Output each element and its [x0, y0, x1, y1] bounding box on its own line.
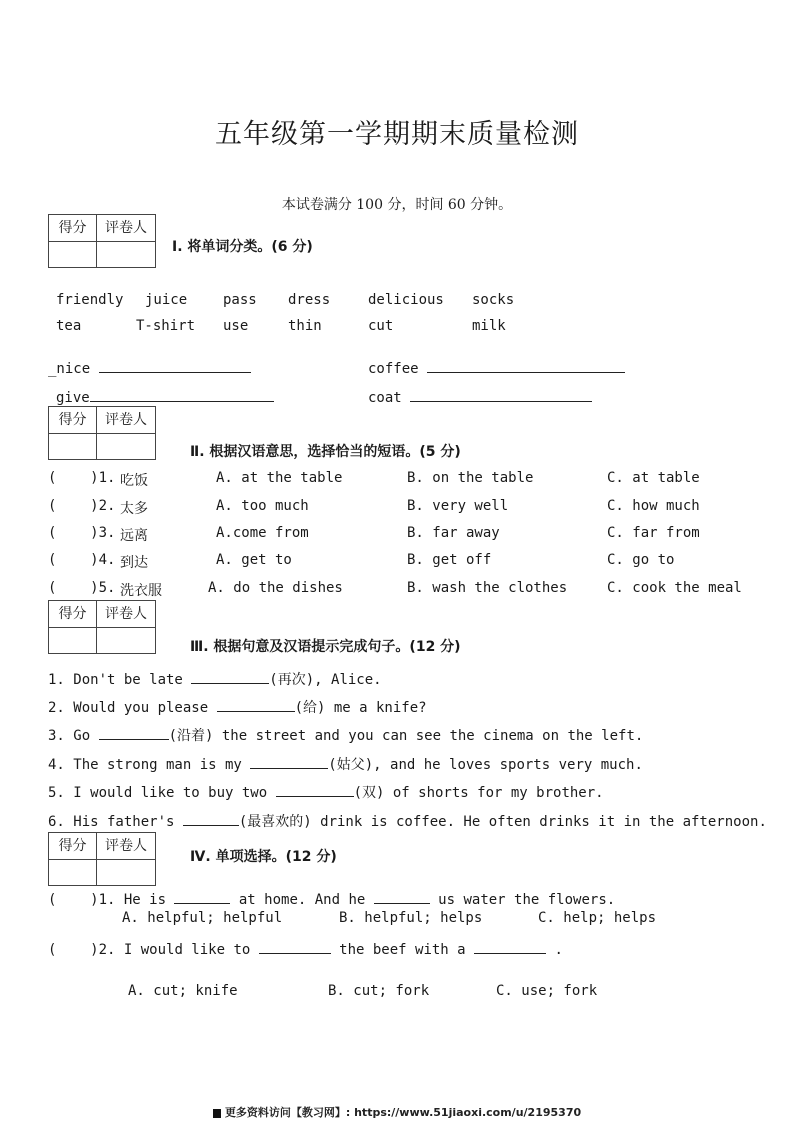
category-label: coffee	[368, 361, 419, 377]
sentence-start: 1. Don't be late	[48, 672, 192, 688]
option-a: A. helpful; helpful	[122, 910, 283, 926]
answer-blank[interactable]	[259, 939, 331, 954]
word: tea	[56, 318, 82, 334]
question-text-start: He is	[123, 892, 175, 908]
answer-blank[interactable]	[250, 754, 328, 769]
option-c: C. at table	[607, 470, 700, 486]
question-number[interactable]: ( )3.	[48, 525, 116, 541]
question-text-mid: the beef with a	[330, 942, 475, 958]
grader-cell[interactable]	[97, 860, 155, 886]
grader-label: 评卷人	[97, 833, 155, 860]
flag-icon	[213, 1109, 221, 1118]
word: dress	[288, 292, 331, 308]
sentence-item	[48, 669, 382, 689]
footer-link[interactable]	[0, 1104, 794, 1120]
question-chinese: 洗衣服	[120, 583, 162, 599]
section-2-title: Ⅱ. 根据汉语意思，选择恰当的短语。(5 分)	[190, 444, 461, 460]
sentence-start: 4. The strong man is my	[48, 757, 251, 773]
answer-blank[interactable]	[276, 782, 354, 797]
sentence-end: (沿着) the street and you can see the cinema on the left.	[168, 728, 644, 744]
grader-label: 评卷人	[97, 601, 155, 628]
answer-blank[interactable]	[174, 889, 230, 904]
category-label: give	[56, 390, 90, 406]
score-label: 得分	[49, 833, 97, 860]
grader-label: 评卷人	[97, 215, 155, 242]
score-box-3	[48, 600, 156, 654]
word: pass	[223, 292, 257, 308]
sentence-item	[48, 725, 643, 745]
option-b: B. get off	[407, 552, 492, 568]
question-number[interactable]: ( )2.	[48, 942, 116, 958]
score-cell[interactable]	[49, 860, 97, 886]
option-c: C. go to	[607, 552, 675, 568]
option-c: C. help; helps	[538, 910, 657, 926]
score-cell[interactable]	[49, 628, 97, 654]
answer-blank[interactable]	[217, 697, 295, 712]
option-b: B. cut; fork	[328, 983, 430, 999]
sentence-item	[48, 811, 767, 831]
question-chinese: 到达	[120, 555, 148, 571]
score-label: 得分	[49, 407, 97, 434]
question-text-start: I would like to	[123, 942, 259, 958]
score-box-4	[48, 832, 156, 886]
answer-blank[interactable]	[374, 889, 430, 904]
answer-blank[interactable]	[474, 939, 546, 954]
question-chinese: 远离	[120, 528, 148, 544]
question-number[interactable]: ( )5.	[48, 580, 116, 596]
answer-blank[interactable]	[90, 387, 274, 402]
answer-blank[interactable]	[99, 725, 169, 740]
grader-cell[interactable]	[97, 434, 155, 460]
option-a: A. do the dishes	[208, 580, 343, 596]
category-nice	[48, 358, 251, 377]
option-a: A.come from	[216, 525, 309, 541]
sentence-start: 3. Go	[48, 728, 99, 744]
exam-instructions: 本试卷满分 100 分，时间 60 分钟。	[281, 197, 513, 213]
option-b: B. helpful; helps	[339, 910, 483, 926]
word: juice	[145, 292, 188, 308]
score-box-2	[48, 406, 156, 460]
score-box-1	[48, 214, 156, 268]
mc-question-1	[48, 889, 615, 908]
option-b: B. far away	[407, 525, 500, 541]
section-3-title: Ⅲ. 根据句意及汉语提示完成句子。(12 分)	[190, 639, 461, 655]
option-b: B. very well	[407, 498, 509, 514]
question-text-end: us water the flowers.	[429, 892, 616, 908]
question-text-mid: at home. And he	[230, 892, 374, 908]
option-c: C. cook the meal	[607, 580, 742, 596]
footer-text[interactable]: 更多资料访问【教习网】: https://www.51jiaoxi.com/u/2195370	[224, 1106, 582, 1119]
option-a: A. too much	[216, 498, 309, 514]
word: socks	[472, 292, 515, 308]
word: thin	[288, 318, 322, 334]
grader-cell[interactable]	[97, 628, 155, 654]
option-c: C. use; fork	[496, 983, 598, 999]
word: delicious	[368, 292, 444, 308]
page-title: 五年级第一学期期末质量检测	[215, 119, 579, 150]
score-label: 得分	[49, 215, 97, 242]
answer-blank[interactable]	[410, 387, 592, 402]
answer-blank[interactable]	[427, 358, 625, 373]
category-label: coat	[368, 390, 402, 406]
question-number[interactable]: ( )1.	[48, 892, 116, 908]
sentence-item	[48, 782, 604, 802]
sentence-start: 2. Would you please	[48, 700, 217, 716]
question-chinese: 太多	[120, 501, 148, 517]
category-give	[56, 387, 274, 406]
grader-cell[interactable]	[97, 242, 155, 268]
option-a: A. get to	[216, 552, 292, 568]
sentence-item	[48, 697, 427, 717]
section-4-title: Ⅳ. 单项选择。(12 分)	[190, 849, 337, 865]
option-b: B. wash the clothes	[407, 580, 568, 596]
grader-label: 评卷人	[97, 407, 155, 434]
question-text-end: .	[546, 942, 563, 958]
question-number[interactable]: ( )4.	[48, 552, 116, 568]
option-a: A. cut; knife	[128, 983, 238, 999]
option-c: C. how much	[607, 498, 700, 514]
sentence-end: (再次), Alice.	[269, 672, 382, 688]
word: T-shirt	[136, 318, 196, 334]
score-cell[interactable]	[49, 242, 97, 268]
score-cell[interactable]	[49, 434, 97, 460]
option-a: A. at the table	[216, 470, 343, 486]
word: cut	[368, 318, 394, 334]
sentence-end: (给) me a knife?	[294, 700, 427, 716]
word: friendly	[56, 292, 124, 308]
category-coat	[368, 387, 592, 406]
answer-blank[interactable]	[191, 669, 269, 684]
category-label: _nice	[48, 361, 91, 377]
sentence-item	[48, 754, 643, 774]
question-number[interactable]: ( )2.	[48, 498, 116, 514]
word: use	[223, 318, 249, 334]
score-label: 得分	[49, 601, 97, 628]
option-c: C. far from	[607, 525, 700, 541]
option-b: B. on the table	[407, 470, 534, 486]
sentence-end: (双) of shorts for my brother.	[353, 785, 604, 801]
sentence-end: (最喜欢的) drink is coffee. He often drinks it in the afternoon.	[238, 814, 767, 830]
category-coffee	[368, 358, 625, 377]
mc-question-2	[48, 939, 563, 958]
question-number[interactable]: ( )1.	[48, 470, 116, 486]
sentence-start: 5. I would like to buy two	[48, 785, 276, 801]
word: milk	[472, 318, 506, 334]
sentence-end: (姑父), and he loves sports very much.	[328, 757, 643, 773]
section-1-title: Ⅰ. 将单词分类。(6 分)	[172, 239, 313, 255]
question-chinese: 吃饭	[120, 473, 148, 489]
answer-blank[interactable]	[99, 358, 251, 373]
sentence-start: 6. His father's	[48, 814, 183, 830]
answer-blank[interactable]	[183, 811, 239, 826]
